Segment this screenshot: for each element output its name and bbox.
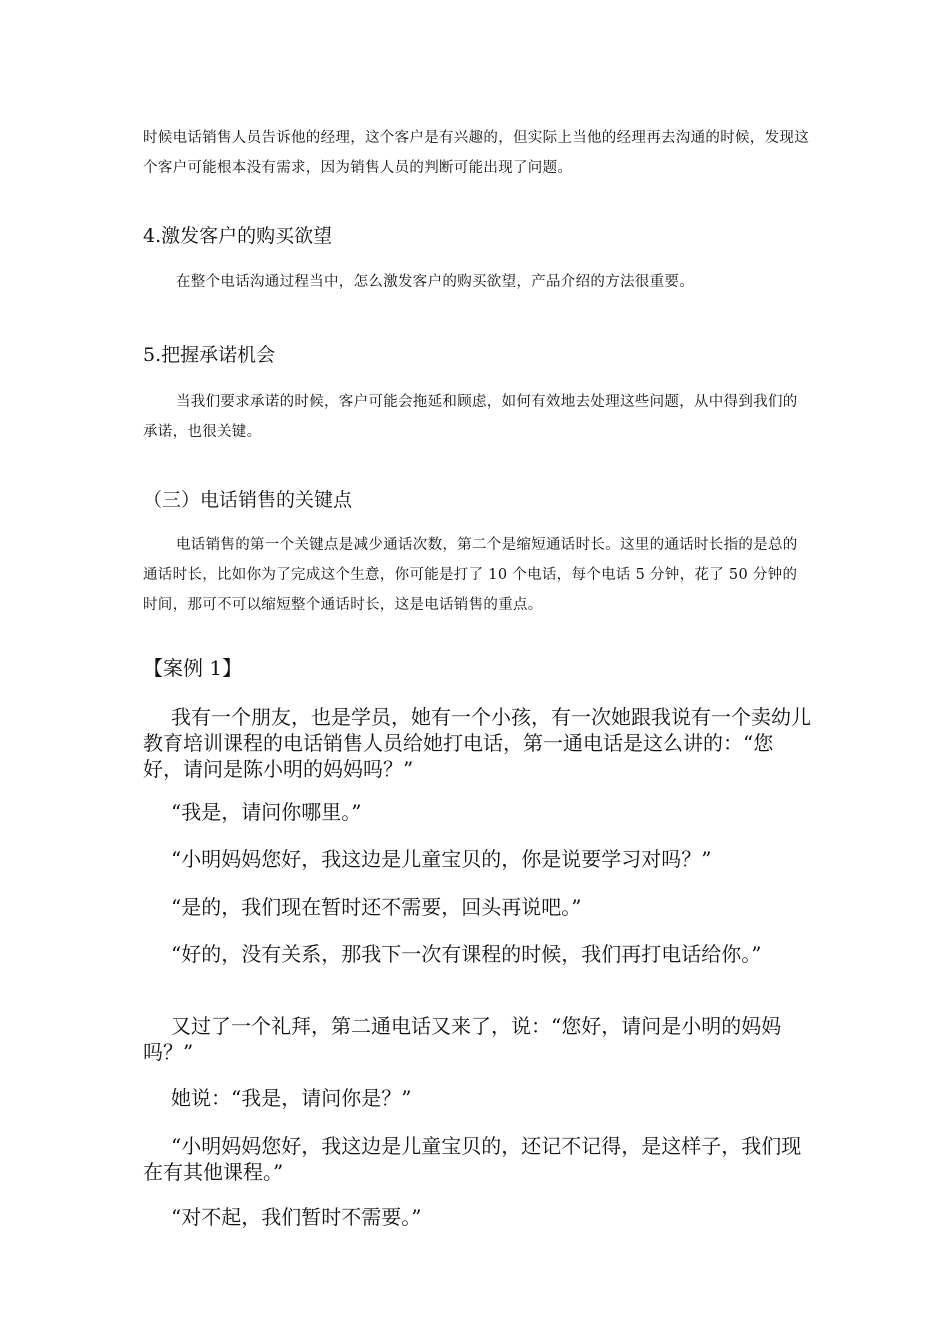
- case-paragraph: 我有一个朋友，也是学员，她有一个小孩，有一次她跟我说有一个卖幼儿教育培训课程的电话销售人员给她打电话，第一通电话是这么讲的：“您好，请问是陈小明的妈妈吗？”: [143, 705, 811, 781]
- section-4-body: 在整个电话沟通过程当中，怎么激发客户的购买欲望，产品介绍的方法很重要。: [176, 274, 694, 290]
- section-5-heading: 5.把握承诺机会: [143, 344, 276, 366]
- case-paragraph: “小明妈妈您好，我这边是儿童宝贝的，你是说要学习对吗？”: [171, 847, 712, 871]
- case-paragraph: “对不起，我们暂时不需要。”: [171, 1205, 422, 1229]
- case-paragraph: 她说：“我是，请问你是？”: [171, 1086, 412, 1110]
- case-paragraph: 又过了一个礼拜，第二通电话又来了，说：“您好，请问是小明的妈妈吗？”: [143, 1014, 782, 1064]
- case-paragraph: “是的，我们现在暂时还不需要，回头再说吧。”: [171, 895, 582, 919]
- section-3-heading: （三）电话销售的关键点: [143, 489, 353, 511]
- section-5-body: 当我们要求承诺的时候，客户可能会拖延和顾虑，如何有效地去处理这些问题，从中得到我们的承诺，也很关键。: [143, 394, 798, 440]
- case-paragraph: “小明妈妈您好，我这边是儿童宝贝的，还记不记得，是这样子，我们现在有其他课程。”: [143, 1134, 802, 1184]
- case-paragraph: “好的，没有关系，那我下一次有课程的时候，我们再打电话给你。”: [171, 942, 762, 966]
- section-4-heading: 4.激发客户的购买欲望: [143, 225, 333, 247]
- continuation-paragraph: 时候电话销售人员告诉他的经理，这个客户是有兴趣的，但实际上当他的经理再去沟通的时候，发现这个客户可能根本没有需求，因为销售人员的判断可能出现了问题。: [143, 130, 809, 176]
- case-paragraph: “我是，请问你哪里。”: [171, 800, 362, 824]
- section-3-body: 电话销售的第一个关键点是减少通话次数，第二个是缩短通话时长。这里的通话时长指的是总的通话时长，比如你为了完成这个生意，你可能是打了 10 个电话，每个电话 5 分钟，花了 50 分钟的时间，那可不可以缩短整个通话时长，这是电话销售的重点。: [143, 537, 798, 613]
- case-1-heading: 【案例 1】: [143, 656, 243, 680]
